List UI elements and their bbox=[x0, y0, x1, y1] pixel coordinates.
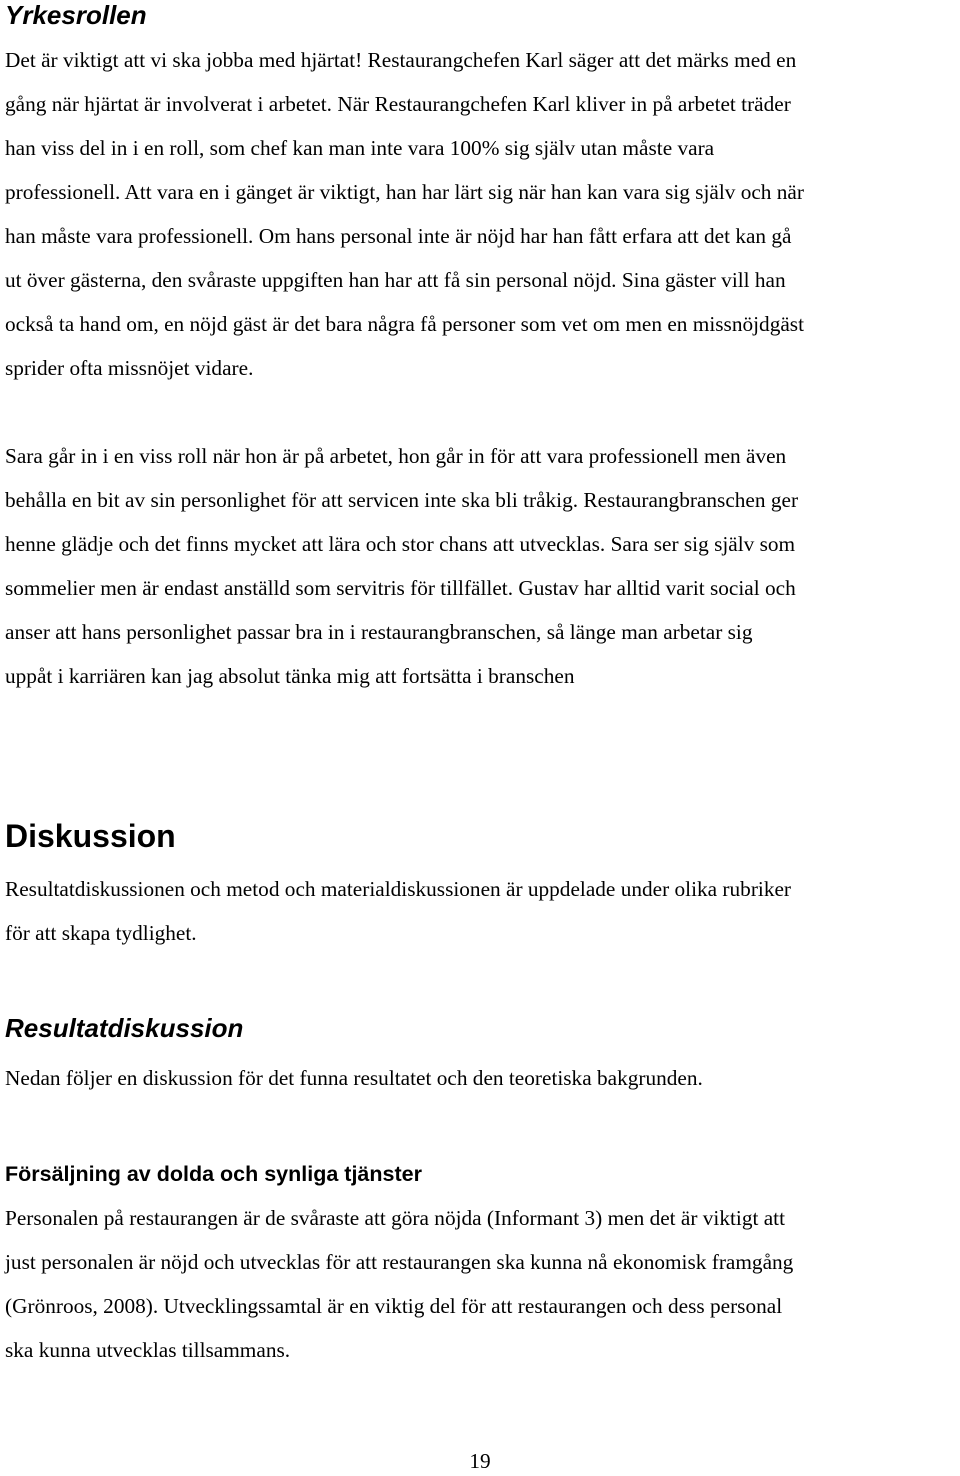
text-line: Sara går in i en viss roll när hon är på arbetet, hon går in för att vara professionell men även bbox=[5, 444, 787, 468]
heading-resultatdiskussion: Resultatdiskussion bbox=[5, 1013, 244, 1043]
page-number: 19 bbox=[469, 1449, 491, 1473]
text-line: uppåt i karriären kan jag absolut tänka mig att fortsätta i branschen bbox=[5, 664, 575, 688]
heading-forsaljning: Försäljning av dolda och synliga tjänster bbox=[5, 1162, 422, 1186]
text-line: (Grönroos, 2008). Utvecklingssamtal är en viktig del för att restaurangen och dess personal bbox=[5, 1294, 783, 1318]
text-line: för att skapa tydlighet. bbox=[5, 921, 197, 945]
text-line: också ta hand om, en nöjd gäst är det bara några få personer som vet om men en missnöjdgäst bbox=[5, 312, 804, 336]
text-line: behålla en bit av sin personlighet för att servicen inte ska bli tråkig. Restaurangbranschen ger bbox=[5, 488, 799, 512]
heading-diskussion: Diskussion bbox=[5, 818, 176, 854]
heading-yrkesrollen: Yrkesrollen bbox=[5, 0, 147, 30]
paragraph-resultatdiskussion bbox=[5, 1056, 955, 1100]
text-line: Nedan följer en diskussion för det funna resultatet och den teoretiska bakgrunden. bbox=[5, 1066, 703, 1090]
text-line: ska kunna utvecklas tillsammans. bbox=[5, 1338, 291, 1362]
text-line: just personalen är nöjd och utvecklas för att restaurangen ska kunna nå ekonomisk framgång bbox=[5, 1250, 794, 1274]
text-line: Resultatdiskussionen och metod och materialdiskussionen är uppdelade under olika rubriker bbox=[5, 877, 792, 901]
paragraph-yrkesrollen-1 bbox=[5, 38, 955, 390]
text-line: anser att hans personlighet passar bra in i restaurangbranschen, så länge man arbetar sig bbox=[5, 620, 753, 644]
paragraph-forsaljning bbox=[5, 1196, 955, 1372]
text-line: ut över gästerna, den svåraste uppgiften han har att få sin personal nöjd. Sina gäster vill han bbox=[5, 268, 786, 292]
paragraph-yrkesrollen-2 bbox=[5, 434, 955, 698]
text-line: Personalen på restaurangen är de svåraste att göra nöjda (Informant 3) men det är viktigt att bbox=[5, 1206, 785, 1230]
text-line: henne glädje och det finns mycket att lära och stor chans att utvecklas. Sara ser sig själv som bbox=[5, 532, 796, 556]
text-line: sommelier men är endast anställd som servitris för tillfället. Gustav har alltid varit social och bbox=[5, 576, 796, 600]
text-line: sprider ofta missnöjet vidare. bbox=[5, 356, 254, 380]
text-line: professionell. Att vara en i gänget är viktigt, han har lärt sig när han kan vara sig själv och när bbox=[5, 180, 804, 204]
text-line: Det är viktigt att vi ska jobba med hjärtat! Restaurangchefen Karl säger att det märks med en bbox=[5, 48, 797, 72]
text-line: gång när hjärtat är involverat i arbetet. När Restaurangchefen Karl kliver in på arbetet träder bbox=[5, 92, 791, 116]
text-line: han måste vara professionell. Om hans personal inte är nöjd har han fått erfara att det kan gå bbox=[5, 224, 792, 248]
text-line: han viss del in i en roll, som chef kan man inte vara 100% sig själv utan måste vara bbox=[5, 136, 715, 160]
paragraph-diskussion bbox=[5, 867, 955, 955]
